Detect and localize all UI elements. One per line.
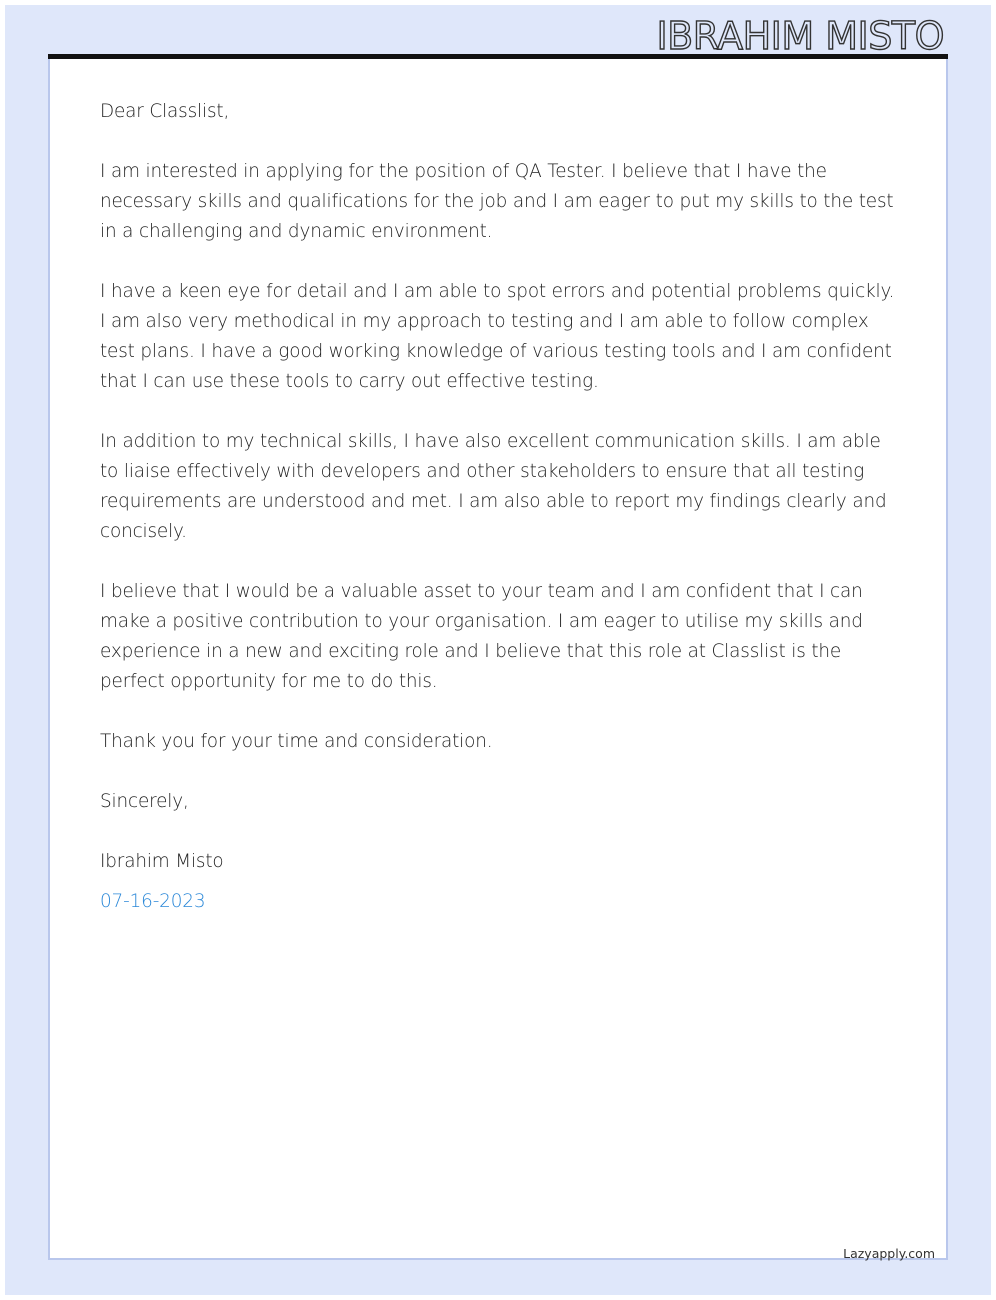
footer-brand: Lazyapply.com [843, 1246, 935, 1261]
paragraph-2: I have a keen eye for detail and I am able to spot errors and potential problems quickly. I am also very methodical in my approach to testing and I am able to follow complex test plans. I have a good working knowledge of various testing tools and I am confident that I can use these tools to carry out effective testing. [100, 281, 895, 392]
thanks-line: Thank you for your time and consideration. [100, 731, 493, 752]
closing: Sincerely, [100, 791, 189, 812]
paragraph-3: In addition to my technical skills, I have also excellent communication skills. I am able to liaise effectively with developers and other stakeholders to ensure that all testing requirements are understood and met. I am also able to report my findings clearly and concisely. [100, 431, 887, 542]
letter-body [100, 97, 900, 947]
greeting: Dear Classlist, [100, 101, 230, 122]
paragraph-1: I am interested in applying for the position of QA Tester. I believe that I have the necessary skills and qualifications for the job and I am eager to put my skills to the test in a challenging and dynamic environment. [100, 161, 894, 242]
applicant-name-header: IBRAHIM MISTO [656, 14, 944, 58]
letter-date: 07-16-2023 [100, 891, 206, 912]
signature: Ibrahim Misto [100, 851, 224, 872]
paragraph-4: I believe that I would be a valuable asset to your team and I am confident that I can make a positive contribution to your organisation. I am eager to utilise my skills and experience in a new and exciting role and I believe that this role at Classlist is the perfect opportunity for me to do this. [100, 581, 863, 692]
